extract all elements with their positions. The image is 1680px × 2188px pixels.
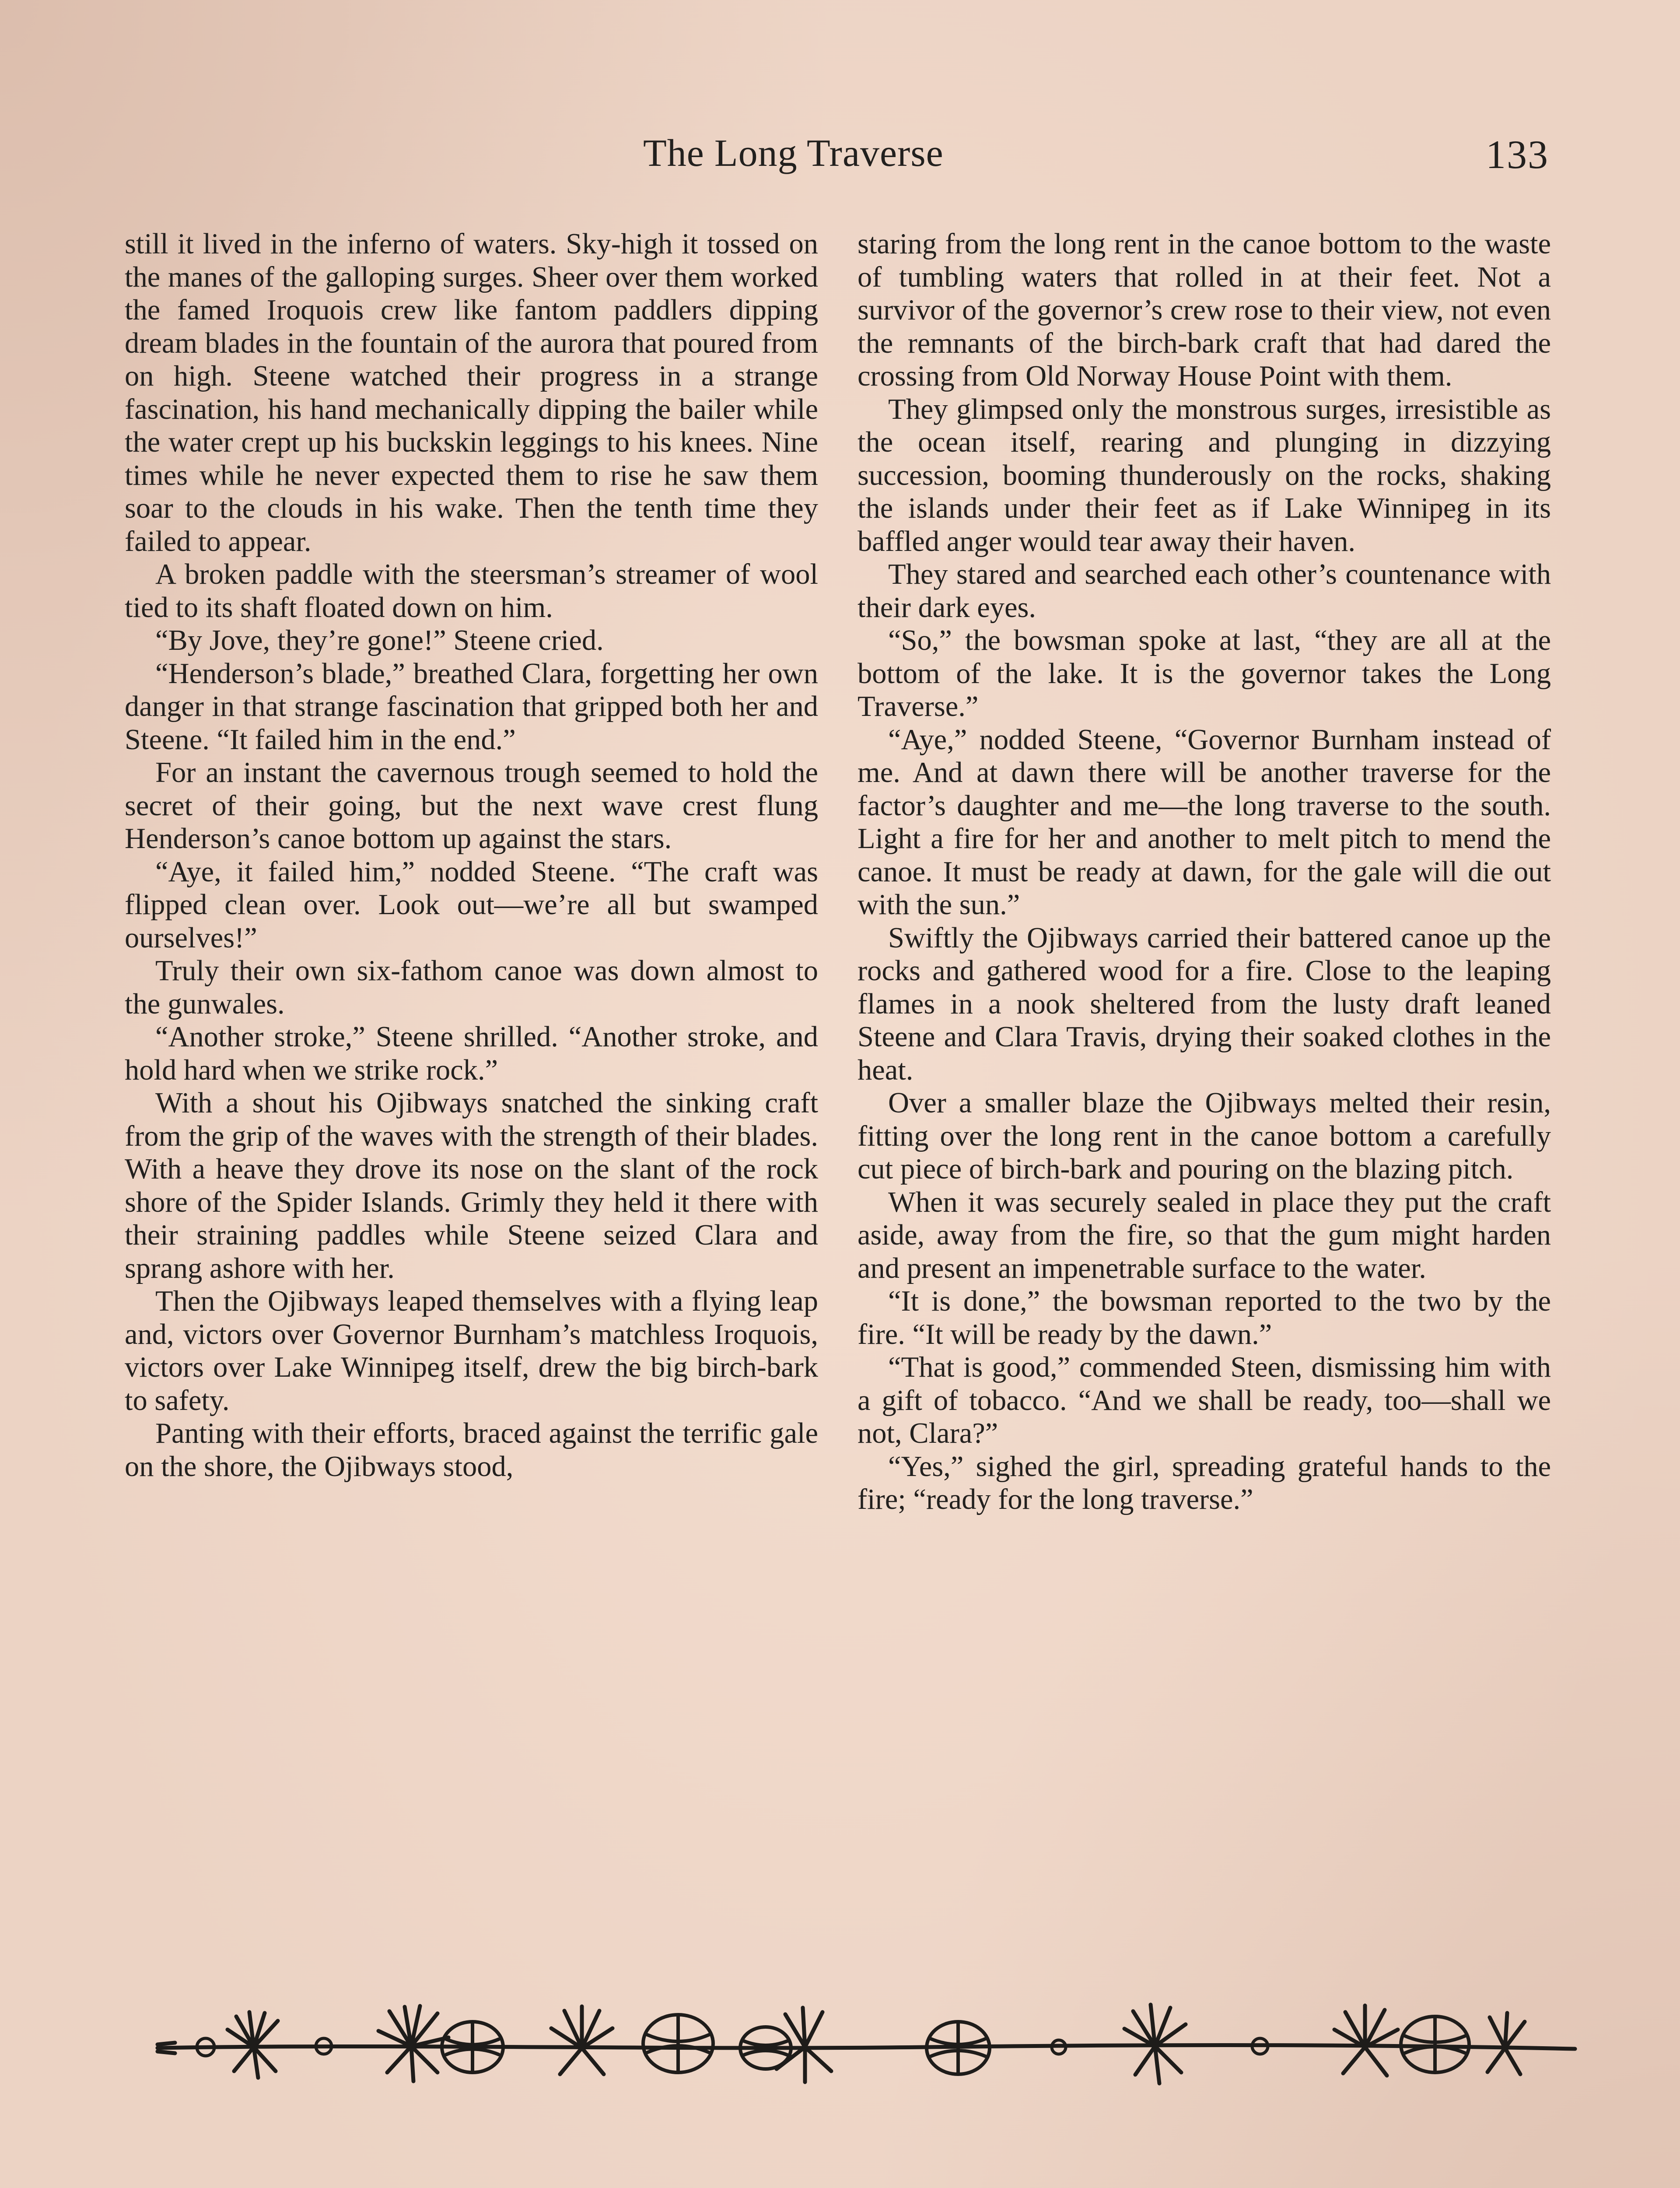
paragraph: A broken paddle with the steersman’s streamer of wool tied to its shaft floated down on him. bbox=[125, 558, 818, 624]
page-number: 133 bbox=[1486, 132, 1549, 177]
paragraph: With a shout his Ojibways snatched the sinking craft from the grip of the waves with the strength of their blades. With a heave they drove its nose on the slant of the rock shore of the Spider Islands. Grimly they held it there with their straining paddles while Steene seized Clara and sprang ashore with her. bbox=[125, 1087, 818, 1284]
paragraph: They stared and searched each other’s countenance with their dark eyes. bbox=[858, 558, 1551, 624]
paragraph: Truly their own six-fathom canoe was down almost to the gunwales. bbox=[125, 955, 818, 1020]
running-title: The Long Traverse bbox=[643, 132, 944, 175]
paragraph: For an instant the cavernous trough seemed to hold the secret of their going, but the next wave crest flung Henderson’s canoe bottom up against the stars. bbox=[125, 757, 818, 855]
paragraph: Panting with their efforts, braced against the terrific gale on the shore, the Ojibways stood, bbox=[125, 1417, 818, 1483]
paragraph: staring from the long rent in the canoe bottom to the waste of tumbling waters that rolled in at their feet. Not a survivor of the governor’s crew rose to their view, not even the remnants of the birch-bark craft that had dared the crossing from Old Norway House Point with them. bbox=[858, 228, 1551, 392]
paragraph: “Yes,” sighed the girl, spreading grateful hands to the fire; “ready for the long traverse.” bbox=[858, 1450, 1551, 1515]
paragraph: “That is good,” commended Steen, dismissing him with a gift of tobacco. “And we shall be ready, too—shall we not, Clara?” bbox=[858, 1351, 1551, 1449]
paragraph: They glimpsed only the monstrous surges, irresistible as the ocean itself, rearing and plunging in dizzying succession, booming thunderously on the rocks, shaking the islands under their feet as if Lake Winnipeg in its baffled anger would tear away their haven. bbox=[858, 393, 1551, 558]
paragraph: Then the Ojibways leaped themselves with a flying leap and, victors over Governor Burnham’s matchless Iroquois, victors over Lake Winnipeg itself, drew the big birch-bark to safety. bbox=[125, 1285, 818, 1417]
paragraph: “Aye, it failed him,” nodded Steene. “The craft was flipped clean over. Look out—we’re all but swamped ourselves!” bbox=[125, 856, 818, 954]
paragraph: “So,” the bowsman spoke at last, “they are all at the bottom of the lake. It is the governor takes the Long Traverse.” bbox=[858, 624, 1551, 722]
paragraph: still it lived in the inferno of waters. Sky-high it tossed on the manes of the galloping surges. Sheer over them worked the famed Iroquois crew like fantom paddlers dipping dream blades in the fountain of the aurora that poured from on high. Steene watched their progress in a strange fascination, his hand mechanically dipping the bailer while the water crept up his buckskin leggings to his knees. Nine times while he never expected them to rise he saw them soar to the clouds in his wake. Then the tenth time they failed to appear. bbox=[125, 228, 818, 558]
paragraph: “Henderson’s blade,” breathed Clara, forgetting her own danger in that strange fascination that gripped both her and Steene. “It failed him in the end.” bbox=[125, 657, 818, 756]
tamarack-branch-ornament-icon bbox=[140, 1995, 1592, 2109]
paragraph: “It is done,” the bowsman reported to the two by the fire. “It will be ready by the dawn.” bbox=[858, 1285, 1551, 1350]
paragraph: Over a smaller blaze the Ojibways melted their resin, fitting over the long rent in the canoe bottom a carefully cut piece of birch-bark and pouring on the blazing pitch. bbox=[858, 1087, 1551, 1185]
right-column bbox=[858, 228, 1551, 1516]
page-header bbox=[105, 131, 1549, 188]
paragraph: When it was securely sealed in place they put the craft aside, away from the fire, so that the gum might harden and present an impenetrable surface to the water. bbox=[858, 1186, 1551, 1284]
paragraph: “Aye,” nodded Steene, “Governor Burnham instead of me. And at dawn there will be another traverse for the factor’s daughter and me—the long traverse to the south. Light a fire for her and another to melt pitch to mend the canoe. It must be ready at dawn, for the gale will die out with the sun.” bbox=[858, 723, 1551, 921]
paragraph: “Another stroke,” Steene shrilled. “Another stroke, and hold hard when we strike rock.” bbox=[125, 1021, 818, 1086]
paragraph: “By Jove, they’re gone!” Steene cried. bbox=[155, 624, 604, 656]
paragraph: Swiftly the Ojibways carried their battered canoe up the rocks and gathered wood for a fire. Close to the leaping flames in a nook sheltered from the lusty draft leaned Steene and Clara Travis, drying their soaked clothes in the heat. bbox=[858, 922, 1551, 1086]
left-column bbox=[125, 228, 818, 1483]
